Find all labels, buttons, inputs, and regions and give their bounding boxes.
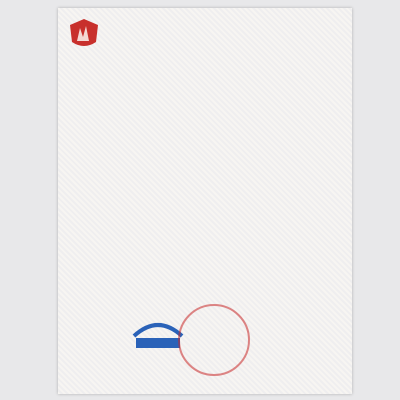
fire-emblem-icon	[66, 16, 102, 52]
official-seal	[178, 304, 250, 376]
certificate-sheet	[58, 8, 352, 394]
